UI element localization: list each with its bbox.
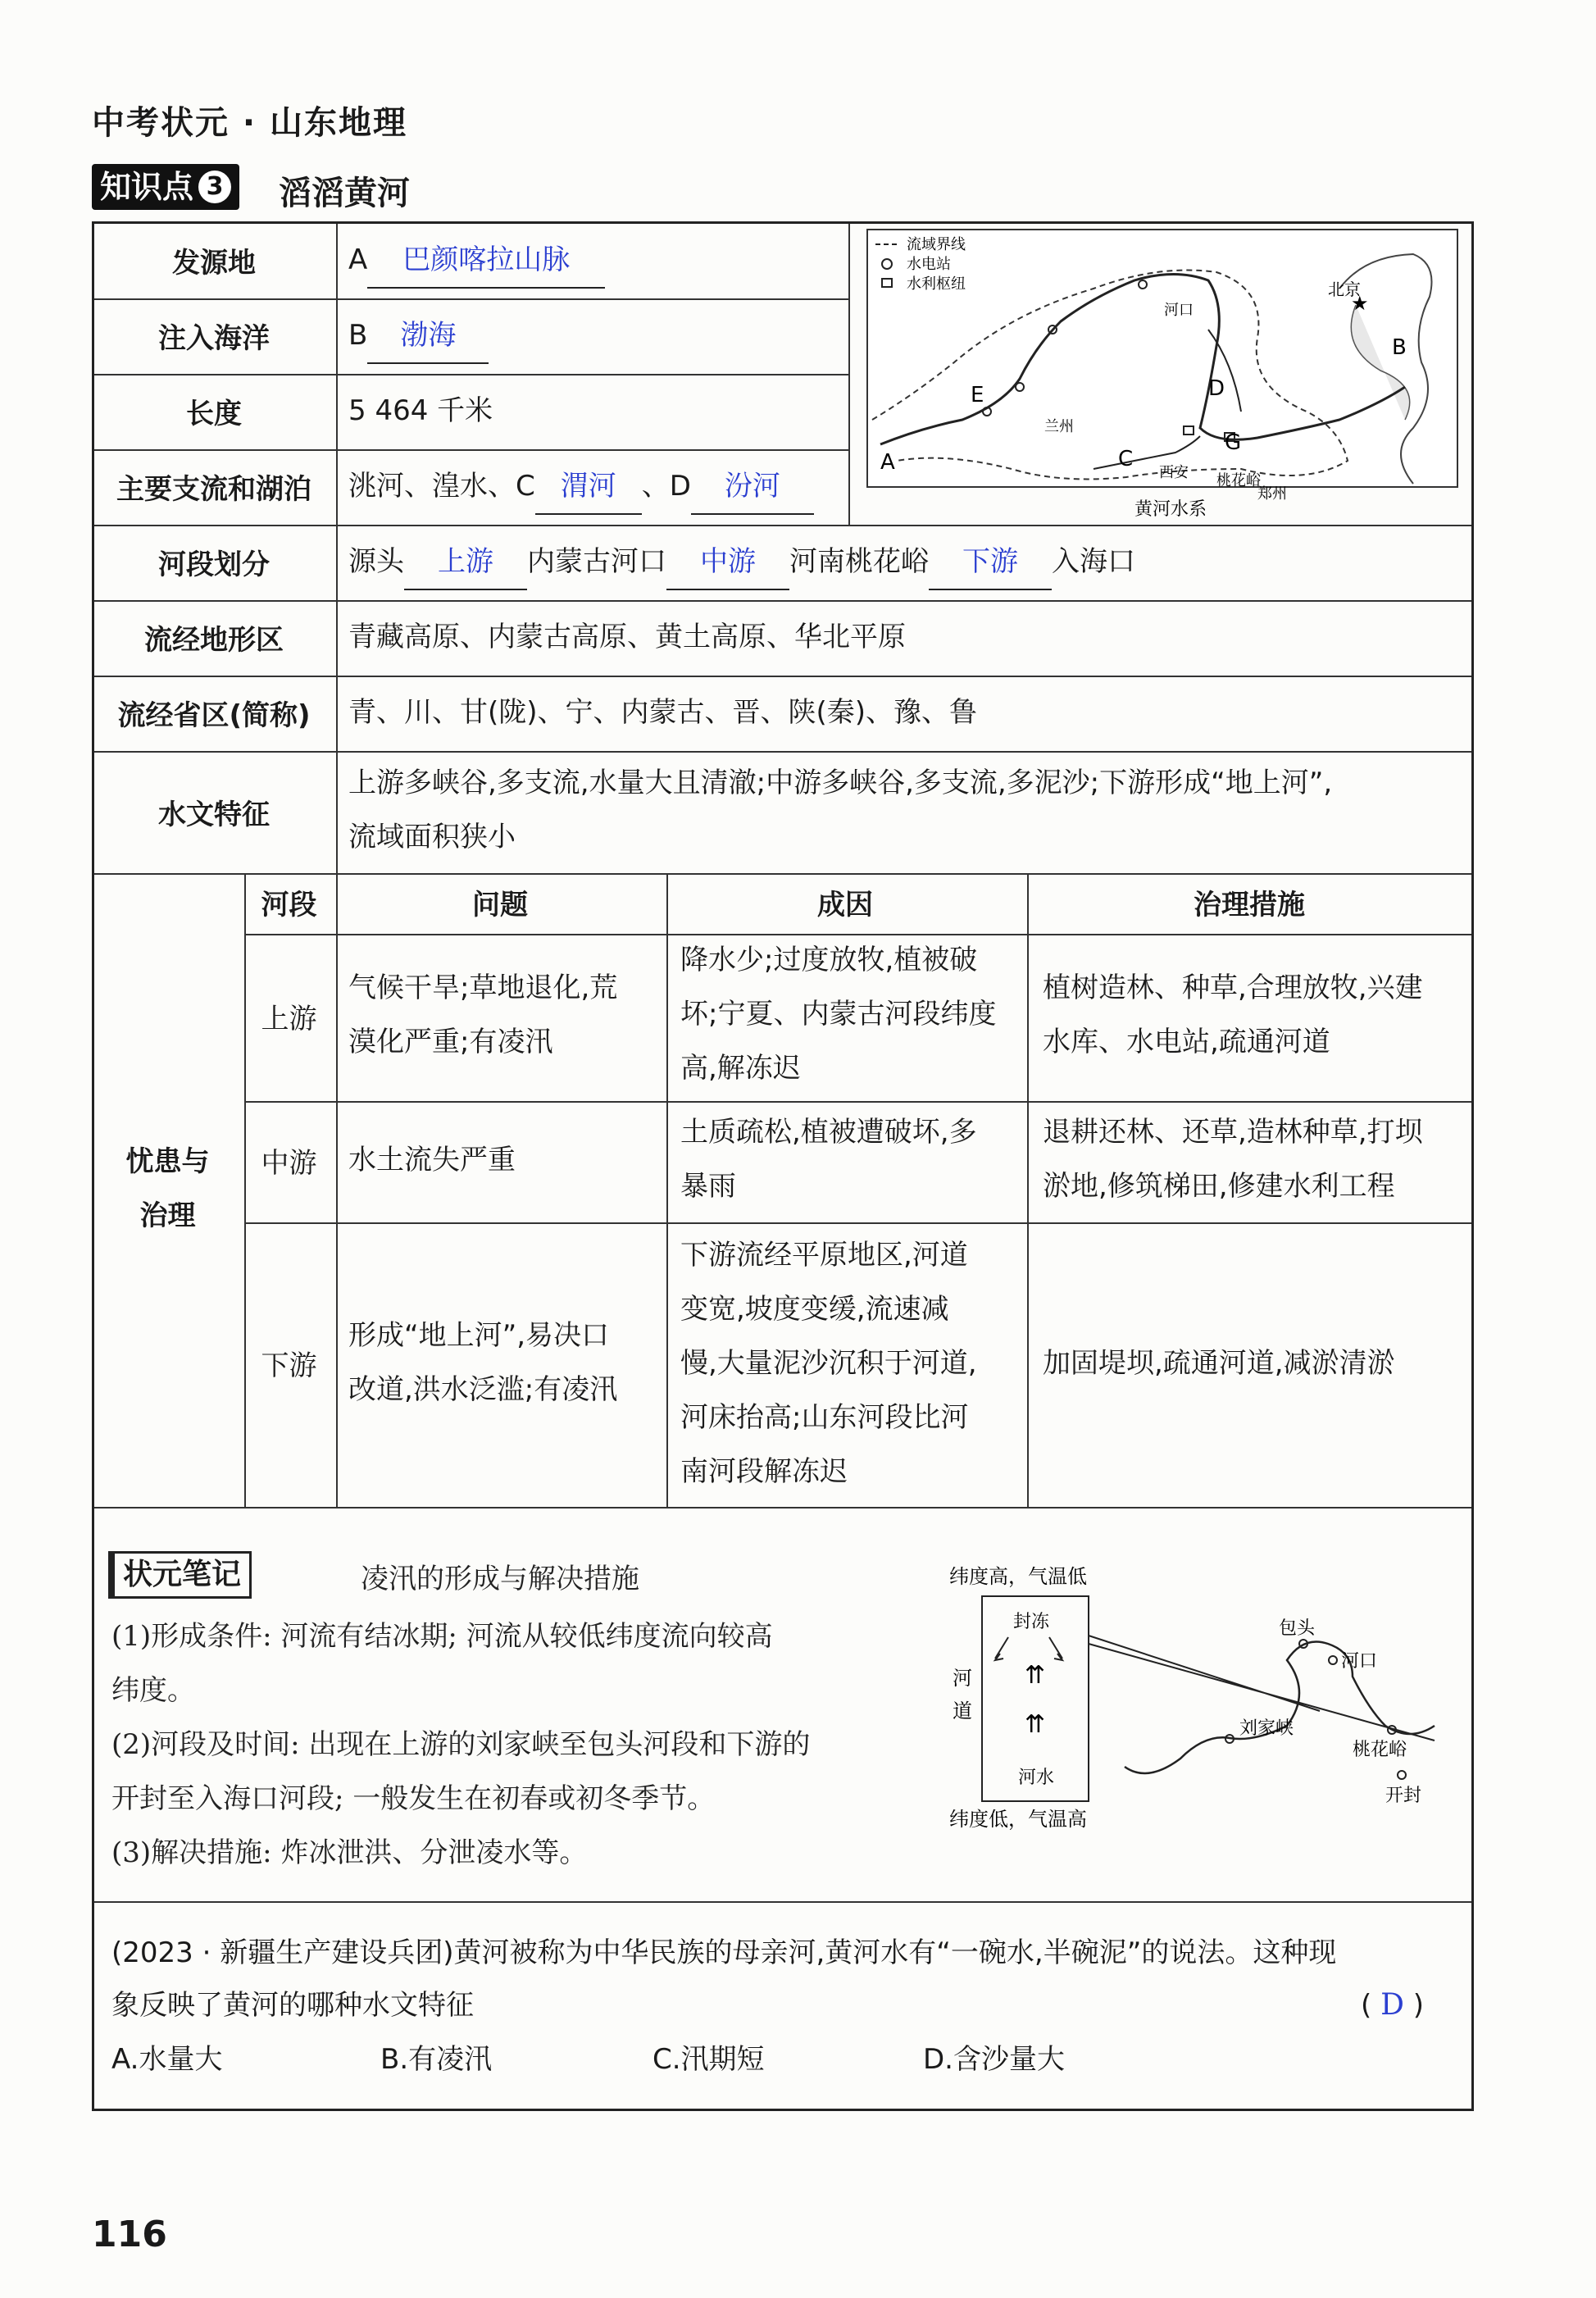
- note-line-4: 开封至入海口河段; 一般发生在初春或初冬季节。: [111, 1782, 716, 1815]
- label-provinces: 流经省区(简称): [117, 699, 311, 732]
- kp-number: 3: [198, 171, 231, 203]
- section-middle: 中游: [261, 1146, 317, 1180]
- option-b: B.有凌汛: [380, 2043, 493, 2076]
- knowledge-point-badge: [92, 164, 239, 210]
- label-hydrology: 水文特征: [158, 798, 270, 831]
- upper-cause: 降水少;过度放牧,植被破 坏;宁夏、内蒙古河段纬度 高,解冻迟: [680, 944, 997, 1085]
- note-line-1: (1)形成条件: 河流有结冰期; 河流从较低纬度流向较高: [111, 1620, 773, 1653]
- legend-hydropower: 水电站: [907, 256, 951, 273]
- option-c: C.汛期短: [652, 2043, 765, 2076]
- diagram-water-label: 河水: [1018, 1768, 1055, 1788]
- length-value: 5 464 千米: [348, 394, 493, 427]
- diagram-river-char-2: 道: [953, 1700, 972, 1722]
- diagram-taohuayu: 桃花峪: [1353, 1740, 1407, 1760]
- answer-d: 汾河: [724, 470, 780, 503]
- note-line-2: 纬度。: [111, 1674, 195, 1707]
- diagram-kaifeng: 开封: [1385, 1786, 1422, 1806]
- diagram-baotou: 包头: [1279, 1618, 1316, 1639]
- map-label-g: G: [1225, 430, 1242, 455]
- map-label-taohuayu: 桃花峪: [1216, 472, 1261, 489]
- map-label-b: B: [1392, 335, 1407, 360]
- ice-flood-diagram: [943, 1562, 1451, 1841]
- source-answer-row: A 巴颜喀拉山脉: [348, 233, 605, 289]
- middle-cause: 土质疏松,植被遭破坏,多 暴雨: [680, 1116, 977, 1203]
- note-title: 凌汛的形成与解决措施: [361, 1563, 639, 1595]
- note-line-5: (3)解决措施: 炸冰泄洪、分泄凌水等。: [111, 1836, 588, 1869]
- upper-measure: 植树造林、种草,合理放牧,兴建 水库、水电站,疏通河道: [1043, 972, 1423, 1058]
- diagram-top-label: 纬度高，气温低: [949, 1565, 1087, 1588]
- legend-project: 水利枢纽: [907, 275, 966, 293]
- answer-choice: D: [1380, 1988, 1404, 2022]
- label-ocean: 注入海洋: [158, 322, 270, 355]
- answer-middle: 中游: [700, 545, 756, 578]
- map-label-hekou: 河口: [1164, 302, 1194, 319]
- answer-c: 渭河: [560, 470, 616, 503]
- answer-source: 巴颜喀拉山脉: [402, 243, 571, 276]
- diagram-bottom-label: 纬度低，气温高: [949, 1808, 1087, 1831]
- label-length: 长度: [186, 398, 242, 430]
- beijing-star-icon: ★: [1351, 292, 1369, 315]
- landforms-value: 青藏高原、内蒙古高原、黄土高原、华北平原: [348, 621, 906, 653]
- label-problems-governance: 忧患与 治理: [125, 1144, 210, 1232]
- kp-label: 知识点: [100, 169, 194, 205]
- kp-title: 滔滔黄河: [279, 175, 410, 212]
- provinces-value: 青、川、甘(陇)、宁、内蒙古、晋、陕(秦)、豫、鲁: [348, 696, 978, 729]
- page-number: 116: [92, 2214, 167, 2255]
- map-label-xian: 西安: [1159, 464, 1189, 481]
- diagram-hekou: 河口: [1341, 1651, 1378, 1672]
- upper-problem: 气候干旱;草地退化,荒 漠化严重;有凌汛: [348, 972, 618, 1058]
- label-source: 发源地: [172, 247, 256, 280]
- diagram-river-char-1: 河: [953, 1667, 972, 1690]
- arrow-up-icon: ⇈: [1025, 1661, 1046, 1690]
- map-label-d: D: [1208, 376, 1225, 401]
- lower-measure: 加固堤坝,疏通河道,减淤清淤: [1043, 1347, 1395, 1380]
- answer-lower: 下游: [962, 545, 1018, 578]
- arrow-up-icon-2: ⇈: [1025, 1710, 1046, 1739]
- map-label-e: E: [971, 383, 984, 407]
- legend-boundary: 流域界线: [907, 236, 966, 253]
- series-title: 中考状元 · 山东地理: [92, 104, 408, 142]
- label-landforms: 流经地形区: [144, 624, 284, 657]
- diagram-liujiaxia: 刘家峡: [1239, 1718, 1294, 1739]
- sections-row: 源头 上游 内蒙古河口 中游 河南桃花峪 下游 入海口: [348, 535, 1135, 590]
- label-sections: 河段划分: [158, 548, 270, 581]
- tributaries-row: 洮河、湟水、C 渭河 、D 汾河: [348, 459, 814, 515]
- section-lower: 下游: [261, 1349, 317, 1382]
- answer-bracket: ( D ): [1361, 1988, 1425, 2022]
- option-d: D.含沙量大: [923, 2043, 1065, 2076]
- map-caption: 黄河水系: [1134, 499, 1207, 520]
- answer-ocean: 渤海: [400, 319, 457, 352]
- header-problem: 问题: [472, 888, 528, 921]
- hydrology-line1: 上游多峡谷,多支流,水量大且清澈;中游多峡谷,多支流,多泥沙;下游形成“地上河”,: [348, 767, 1333, 799]
- option-a: A.水量大: [111, 2043, 223, 2076]
- header-measure: 治理措施: [1194, 888, 1305, 921]
- label-tributaries: 主要支流和湖泊: [116, 473, 311, 506]
- middle-measure: 退耕还林、还草,造林种草,打坝 淤地,修筑梯田,修建水利工程: [1043, 1116, 1423, 1203]
- answer-upper: 上游: [438, 545, 493, 578]
- map-label-a: A: [880, 450, 895, 475]
- lower-cause: 下游流经平原地区,河道 变宽,坡度变缓,流速减 慢,大量泥沙沉积于河道, 河床抬高;山东河段比河 南河段解冻迟: [680, 1239, 977, 1488]
- lower-problem: 形成“地上河”,易决口 改道,洪水泛滥;有凌汛: [348, 1319, 618, 1406]
- middle-problem: 水土流失严重: [348, 1144, 516, 1176]
- map-label-c: C: [1118, 447, 1134, 471]
- section-upper: 上游: [261, 1002, 317, 1035]
- hydrology-line2: 流域面积狭小: [348, 821, 516, 853]
- note-badge: 状元笔记: [108, 1551, 252, 1599]
- diagram-ice-label: 封冻: [1013, 1612, 1050, 1632]
- ocean-answer-row: B 渤海: [348, 308, 489, 364]
- header-section: 河段: [261, 888, 317, 921]
- yellow-river-map: [848, 223, 1472, 523]
- header-cause: 成因: [817, 888, 873, 921]
- map-label-beijing: 北京: [1328, 280, 1361, 299]
- question-line-2: 象反映了黄河的哪种水文特征: [111, 1989, 474, 2022]
- question-line-1: (2023 · 新疆生产建设兵团)黄河被称为中华民族的母亲河,黄河水有“一碗水,半碗泥”的说法。这种现: [111, 1936, 1337, 1969]
- map-label-zhengzhou: 郑州: [1257, 485, 1287, 503]
- map-label-lanzhou: 兰州: [1044, 418, 1074, 435]
- note-line-3: (2)河段及时间: 出现在上游的刘家峡至包头河段和下游的: [111, 1728, 811, 1761]
